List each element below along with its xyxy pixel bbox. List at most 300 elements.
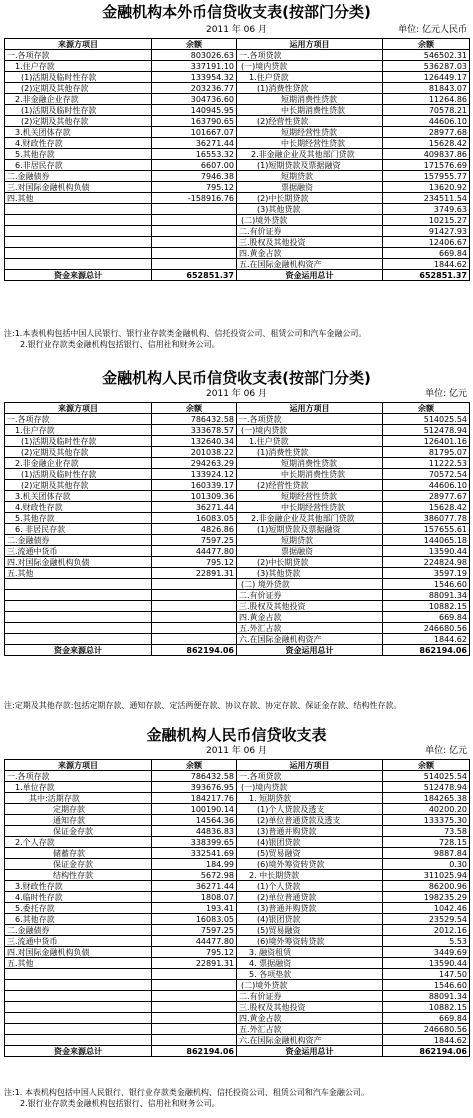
use-item-value: 10215.27 <box>383 215 470 226</box>
source-item-value: 36271.44 <box>152 502 237 513</box>
use-item-label: (3)普通并购贷款 <box>237 826 383 837</box>
use-item-value: 144065.18 <box>383 535 470 546</box>
source-item-value: 337191.10 <box>152 61 237 72</box>
source-item-label: 6.其他存款 <box>5 914 152 925</box>
source-item-value <box>152 1002 237 1013</box>
use-item-label: 一.各项贷款 <box>237 771 383 782</box>
source-item-value <box>152 579 237 590</box>
use-item-value: 91427.93 <box>383 226 470 237</box>
source-item-label <box>5 1024 152 1035</box>
source-item-value: 44477.80 <box>152 936 237 947</box>
source-item-label: 二.金融债券 <box>5 535 152 546</box>
use-item-value: 409837.86 <box>383 149 470 160</box>
table-header-row <box>5 403 470 414</box>
table-row <box>5 1013 470 1024</box>
table-row <box>5 859 470 870</box>
use-item-value: 171576.69 <box>383 160 470 171</box>
source-item-value <box>152 590 237 601</box>
table-row <box>5 936 470 947</box>
use-item-label: 短期消费性贷款 <box>237 458 383 469</box>
source-item-label: 一.各项存款 <box>5 771 152 782</box>
table1-date: 2011 年 06 月 <box>206 25 267 35</box>
use-item-label: 六.在国际金融机构资产 <box>237 634 383 645</box>
table2 <box>4 402 470 656</box>
source-item-label: 一.各项存款 <box>5 414 152 425</box>
source-item-label: 5.其他存款 <box>5 149 152 160</box>
source-item-value: 16553.32 <box>152 149 237 160</box>
table-row <box>5 458 470 469</box>
source-item-value <box>152 980 237 991</box>
table-row <box>5 248 470 259</box>
table-row <box>5 149 470 160</box>
use-item-value: 669.84 <box>383 612 470 623</box>
source-item-value <box>152 1035 237 1046</box>
source-item-label: 3.机关团体存款 <box>5 127 152 138</box>
use-total-label: 资金运用总计 <box>237 1046 383 1057</box>
use-item-value: 669.84 <box>383 1013 470 1024</box>
table-row <box>5 193 470 204</box>
source-item-label: 通知存款 <box>5 815 152 826</box>
table-row <box>5 612 470 623</box>
use-item-label: 三.股权及其他投资 <box>237 237 383 248</box>
table3-unit: 单位: 亿元 <box>425 746 467 756</box>
use-item-label: (6)境外筹资转贷款 <box>237 859 383 870</box>
source-item-value: 203236.77 <box>152 83 237 94</box>
source-item-value: 193.41 <box>152 903 237 914</box>
source-item-label: 6.非居民存款 <box>5 160 152 171</box>
use-item-value: 5.53 <box>383 936 470 947</box>
source-item-label <box>5 980 152 991</box>
table-row <box>5 61 470 72</box>
use-item-label: 3. 融资租赁 <box>237 947 383 958</box>
source-item-value: 101667.07 <box>152 127 237 138</box>
use-item-value: 11264.86 <box>383 94 470 105</box>
source-item-value: 786432.58 <box>152 414 237 425</box>
use-item-value: 224824.98 <box>383 557 470 568</box>
use-item-label: 1. 短期贷款 <box>237 793 383 804</box>
source-item-value: 184217.76 <box>152 793 237 804</box>
source-item-value: 16083.05 <box>152 914 237 925</box>
use-item-label: (3)其他贷款 <box>237 568 383 579</box>
use-item-label: (一)境内贷款 <box>237 61 383 72</box>
table-row <box>5 546 470 557</box>
use-item-label: 三.股权及其他投资 <box>237 1002 383 1013</box>
source-total-label: 资金来源总计 <box>5 1046 152 1057</box>
source-item-value: 44836.83 <box>152 826 237 837</box>
table1 <box>4 38 470 281</box>
use-item-label: (3)普通并购贷款 <box>237 903 383 914</box>
column-header: 余额 <box>383 403 470 414</box>
table-row <box>5 414 470 425</box>
use-item-label: 五.外汇占款 <box>237 1024 383 1035</box>
use-item-value: 1042.46 <box>383 903 470 914</box>
use-item-value: 28977.68 <box>383 127 470 138</box>
source-item-value <box>152 634 237 645</box>
source-item-label <box>5 601 152 612</box>
use-total-label: 资金运用总计 <box>237 270 383 281</box>
source-item-label: 五.其他 <box>5 568 152 579</box>
source-item-label: 保证金存款 <box>5 859 152 870</box>
use-item-value: 73.58 <box>383 826 470 837</box>
use-item-value: 15628.42 <box>383 138 470 149</box>
use-item-label: 短期消费性贷款 <box>237 94 383 105</box>
use-item-value: 198235.29 <box>383 892 470 903</box>
table1-title: 金融机构本外币信贷收支表(按部门分类) <box>102 3 371 21</box>
use-item-label: 2. 中长期贷款 <box>237 870 383 881</box>
use-item-label: (2)中长期贷款 <box>237 557 383 568</box>
source-item-value: 14564.36 <box>152 815 237 826</box>
table-row <box>5 601 470 612</box>
source-item-value: 36271.44 <box>152 138 237 149</box>
use-item-label: 短期经营性贷款 <box>237 491 383 502</box>
source-item-label <box>5 237 152 248</box>
table-row <box>5 116 470 127</box>
use-item-value: 88091.34 <box>383 590 470 601</box>
source-item-value: 100190.14 <box>152 804 237 815</box>
source-item-label <box>5 1035 152 1046</box>
table-row <box>5 127 470 138</box>
table-row <box>5 436 470 447</box>
use-item-label: 中长期经营性贷款 <box>237 502 383 513</box>
use-item-value: 536287.03 <box>383 61 470 72</box>
table-row <box>5 579 470 590</box>
use-item-label: 短期贷款 <box>237 535 383 546</box>
column-header: 运用方项目 <box>237 39 383 50</box>
source-item-label <box>5 204 152 215</box>
source-item-value: 332541.69 <box>152 848 237 859</box>
source-item-value <box>152 991 237 1002</box>
table-row <box>5 771 470 782</box>
table-row <box>5 892 470 903</box>
source-total-value: 862194.06 <box>152 1046 237 1057</box>
table-row <box>5 568 470 579</box>
source-item-label: (2)定期及其他存款 <box>5 83 152 94</box>
source-item-value: 7597.25 <box>152 535 237 546</box>
table-row <box>5 557 470 568</box>
use-item-label: 1.住户贷款 <box>237 72 383 83</box>
source-item-label: 二.金融债券 <box>5 171 152 182</box>
source-item-label <box>5 215 152 226</box>
table-row <box>5 138 470 149</box>
use-item-value: 9887.84 <box>383 848 470 859</box>
table-row <box>5 980 470 991</box>
source-item-value: 4826.86 <box>152 524 237 535</box>
use-item-label: (一)境内贷款 <box>237 425 383 436</box>
use-item-label: 四.黄金占款 <box>237 1013 383 1024</box>
source-item-value <box>152 623 237 634</box>
use-item-value: 3449.69 <box>383 947 470 958</box>
source-item-label: 五.其他 <box>5 958 152 969</box>
use-item-label: 二.有价证券 <box>237 226 383 237</box>
source-item-label: 四.对国际金融机构负债 <box>5 947 152 958</box>
source-item-value: 133954.32 <box>152 72 237 83</box>
use-item-value: 70578.21 <box>383 105 470 116</box>
use-item-value: 86200.96 <box>383 881 470 892</box>
source-item-value: 7597.25 <box>152 925 237 936</box>
source-item-label: 1.单位存款 <box>5 782 152 793</box>
table-row <box>5 925 470 936</box>
use-item-label: (4)银团贷款 <box>237 837 383 848</box>
source-item-value <box>152 1013 237 1024</box>
source-item-label: (2)定期及其他存款 <box>5 447 152 458</box>
source-item-value <box>152 237 237 248</box>
use-item-label: (二) 境外贷款 <box>237 579 383 590</box>
table-row <box>5 590 470 601</box>
use-item-value: 512478.94 <box>383 782 470 793</box>
source-item-value: 160339.17 <box>152 480 237 491</box>
use-item-label: 2.非金融企业及其他部门贷款 <box>237 149 383 160</box>
source-item-value: 795.12 <box>152 182 237 193</box>
use-item-label: 四.黄金占款 <box>237 248 383 259</box>
table-row <box>5 969 470 980</box>
use-item-value: 386077.78 <box>383 513 470 524</box>
source-item-label: 2.个人存款 <box>5 837 152 848</box>
source-item-label: 储蓄存款 <box>5 848 152 859</box>
column-header: 余额 <box>152 403 237 414</box>
note-line: 2.银行业存款类金融机构包括银行、信用社和财务公司。 <box>20 340 220 349</box>
table2-unit: 单位: 亿元 <box>425 389 467 399</box>
source-item-value <box>152 1024 237 1035</box>
use-item-label: 中长期消费性贷款 <box>237 105 383 116</box>
table-row <box>5 1035 470 1046</box>
use-item-label: (1)个人贷款 <box>237 881 383 892</box>
total-row <box>5 645 470 656</box>
source-item-label: 四.其他 <box>5 193 152 204</box>
table1-unit: 单位: 亿元人民币 <box>398 25 467 35</box>
note-line: 注:定期及其他存款:包括定期存款、通知存款、定活两便存款、协议存款、协定存款、保证金存款、结构性存款。 <box>4 701 402 710</box>
use-item-value: 81843.07 <box>383 83 470 94</box>
source-item-label: (1)活期及临时性存款 <box>5 72 152 83</box>
use-item-label: (5)贸易融资 <box>237 925 383 936</box>
source-item-label: 1.住户存款 <box>5 425 152 436</box>
use-item-value: 13590.44 <box>383 546 470 557</box>
table-row <box>5 204 470 215</box>
source-item-label: (1)活期及临时性存款 <box>5 105 152 116</box>
use-item-label: (3)其他贷款 <box>237 204 383 215</box>
source-item-label: 5.其他存款 <box>5 513 152 524</box>
source-item-label: (1)活期及临时性存款 <box>5 469 152 480</box>
source-total-label: 资金来源总计 <box>5 270 152 281</box>
use-item-value: 12406.67 <box>383 237 470 248</box>
source-item-label: 结构性存款 <box>5 870 152 881</box>
use-item-value: 126449.17 <box>383 72 470 83</box>
source-item-label: 2.非金融企业存款 <box>5 94 152 105</box>
use-item-label: (一)境内贷款 <box>237 782 383 793</box>
table-row <box>5 425 470 436</box>
use-item-label: (6)境外筹资转贷款 <box>237 936 383 947</box>
source-item-label <box>5 634 152 645</box>
table-row <box>5 634 470 645</box>
table-row <box>5 535 470 546</box>
table-row <box>5 815 470 826</box>
use-item-value: 13590.44 <box>383 958 470 969</box>
use-item-label: (二)境外贷款 <box>237 215 383 226</box>
use-item-value: 669.84 <box>383 248 470 259</box>
table-row <box>5 160 470 171</box>
use-item-value: 246680.56 <box>383 1024 470 1035</box>
use-item-label: 票据融资 <box>237 546 383 557</box>
source-item-label: 四.对国际金融机构负债 <box>5 557 152 568</box>
use-item-value: 1844.62 <box>383 1035 470 1046</box>
source-item-label: 3.机关团体存款 <box>5 491 152 502</box>
table-header-row <box>5 39 470 50</box>
source-item-label <box>5 991 152 1002</box>
use-item-label: (4)银团贷款 <box>237 914 383 925</box>
source-item-value: -158916.76 <box>152 193 237 204</box>
source-item-value: 133924.12 <box>152 469 237 480</box>
use-item-label: 短期经营性贷款 <box>237 127 383 138</box>
table2-date: 2011 年 06 月 <box>206 389 267 399</box>
source-item-label: 6. 非居民存款 <box>5 524 152 535</box>
table2-notes <box>4 700 401 711</box>
source-item-value <box>152 259 237 270</box>
use-item-label: 中长期经营性贷款 <box>237 138 383 149</box>
source-item-label <box>5 1013 152 1024</box>
table-row <box>5 513 470 524</box>
table-row <box>5 215 470 226</box>
source-item-label <box>5 259 152 270</box>
source-item-label: 4.财政性存款 <box>5 138 152 149</box>
table-row <box>5 171 470 182</box>
source-item-value: 338399.65 <box>152 837 237 848</box>
table-row <box>5 469 470 480</box>
source-item-value: 393676.95 <box>152 782 237 793</box>
table-row <box>5 958 470 969</box>
use-item-value: 126401.16 <box>383 436 470 447</box>
source-item-label: 二.金融债券 <box>5 925 152 936</box>
table-row <box>5 480 470 491</box>
source-item-value <box>152 612 237 623</box>
column-header: 来源方项目 <box>5 403 152 414</box>
use-item-value: 13620.92 <box>383 182 470 193</box>
use-item-label: (5)贸易融资 <box>237 848 383 859</box>
column-header: 余额 <box>383 39 470 50</box>
table-row <box>5 491 470 502</box>
table-row <box>5 524 470 535</box>
use-item-value: 1844.62 <box>383 634 470 645</box>
table3-notes <box>4 1087 369 1109</box>
table3-title: 金融机构人民币信贷收支表 <box>146 726 327 744</box>
use-item-value: 15628.42 <box>383 502 470 513</box>
source-item-value <box>152 226 237 237</box>
source-item-value <box>152 215 237 226</box>
use-item-value: 728.15 <box>383 837 470 848</box>
use-item-value: 11222.53 <box>383 458 470 469</box>
source-item-label <box>5 969 152 980</box>
use-item-label: 5. 各项垫款 <box>237 969 383 980</box>
use-item-label: (2)单位普通贷款及透支 <box>237 815 383 826</box>
use-item-label: (2)单位普通贷款 <box>237 892 383 903</box>
note-line: 2.银行业存款类金融机构包括银行、信用社和财务公司。 <box>20 1099 220 1108</box>
source-item-value: 803026.63 <box>152 50 237 61</box>
source-item-value: 1808.07 <box>152 892 237 903</box>
use-item-value: 1546.60 <box>383 579 470 590</box>
use-item-label: (2)经营性贷款 <box>237 480 383 491</box>
use-item-value: 157955.77 <box>383 171 470 182</box>
source-item-value: 333678.57 <box>152 425 237 436</box>
use-item-value: 10882.15 <box>383 1002 470 1013</box>
source-item-label: 2.非金融企业存款 <box>5 458 152 469</box>
column-header: 运用方项目 <box>237 760 383 771</box>
use-item-label: (1)短期贷款及票据融资 <box>237 160 383 171</box>
use-item-label: 中长期消费性贷款 <box>237 469 383 480</box>
use-item-value: 1844.62 <box>383 259 470 270</box>
use-item-label: (2)中长期贷款 <box>237 193 383 204</box>
source-item-value <box>152 248 237 259</box>
source-item-value: 5672.98 <box>152 870 237 881</box>
use-item-value: 3597.19 <box>383 568 470 579</box>
table-row <box>5 105 470 116</box>
source-item-value: 786432.58 <box>152 771 237 782</box>
use-item-label: 短期贷款 <box>237 171 383 182</box>
source-total-value: 652851.37 <box>152 270 237 281</box>
use-item-label: 票据融资 <box>237 182 383 193</box>
source-item-label: 3.财政性存款 <box>5 881 152 892</box>
use-item-label: 四.黄金占款 <box>237 612 383 623</box>
use-item-value: 157655.61 <box>383 524 470 535</box>
table-row <box>5 826 470 837</box>
use-item-value: 44606.10 <box>383 116 470 127</box>
source-item-value: 101309.36 <box>152 491 237 502</box>
table-row <box>5 502 470 513</box>
table1-notes <box>4 328 366 350</box>
source-item-label: 三.流通中货币 <box>5 936 152 947</box>
use-item-value: 184265.38 <box>383 793 470 804</box>
use-item-value: 512478.94 <box>383 425 470 436</box>
source-item-label: 一.各项存款 <box>5 50 152 61</box>
table-row <box>5 237 470 248</box>
source-item-label: 4.临时性存款 <box>5 892 152 903</box>
source-item-value <box>152 204 237 215</box>
source-item-label: 三.对国际金融机构负债 <box>5 182 152 193</box>
use-item-label: 二.有价证券 <box>237 590 383 601</box>
source-item-value: 304736.60 <box>152 94 237 105</box>
column-header: 运用方项目 <box>237 403 383 414</box>
use-item-value: 147.50 <box>383 969 470 980</box>
column-header: 来源方项目 <box>5 760 152 771</box>
source-item-label <box>5 226 152 237</box>
use-item-value: 2012.16 <box>383 925 470 936</box>
source-item-value <box>152 969 237 980</box>
source-item-label: 4.财政性存款 <box>5 502 152 513</box>
table-row <box>5 94 470 105</box>
use-item-label: 三.股权及其他投资 <box>237 601 383 612</box>
table2-title: 金融机构人民币信贷收支表(按部门分类) <box>102 369 371 387</box>
use-item-value: 546502.31 <box>383 50 470 61</box>
source-item-label <box>5 623 152 634</box>
use-item-label: (1)短期贷款及票据融资 <box>237 524 383 535</box>
source-item-value: 184.99 <box>152 859 237 870</box>
table-row <box>5 226 470 237</box>
table-row <box>5 837 470 848</box>
table-row <box>5 804 470 815</box>
use-item-label: 五.在国际金融机构资产 <box>237 259 383 270</box>
source-item-value: 132640.34 <box>152 436 237 447</box>
use-item-label: 五.外汇占款 <box>237 623 383 634</box>
source-item-value: 22891.31 <box>152 568 237 579</box>
column-header: 余额 <box>152 760 237 771</box>
table-header-row <box>5 760 470 771</box>
source-item-value: 7946.38 <box>152 171 237 182</box>
source-item-value: 36271.44 <box>152 881 237 892</box>
table-row <box>5 793 470 804</box>
total-row <box>5 1046 470 1057</box>
source-total-label: 资金来源总计 <box>5 645 152 656</box>
source-item-value: 140945.95 <box>152 105 237 116</box>
use-item-value: 3749.63 <box>383 204 470 215</box>
table-row <box>5 182 470 193</box>
use-item-label: 2.非金融企业及其他部门贷款 <box>237 513 383 524</box>
